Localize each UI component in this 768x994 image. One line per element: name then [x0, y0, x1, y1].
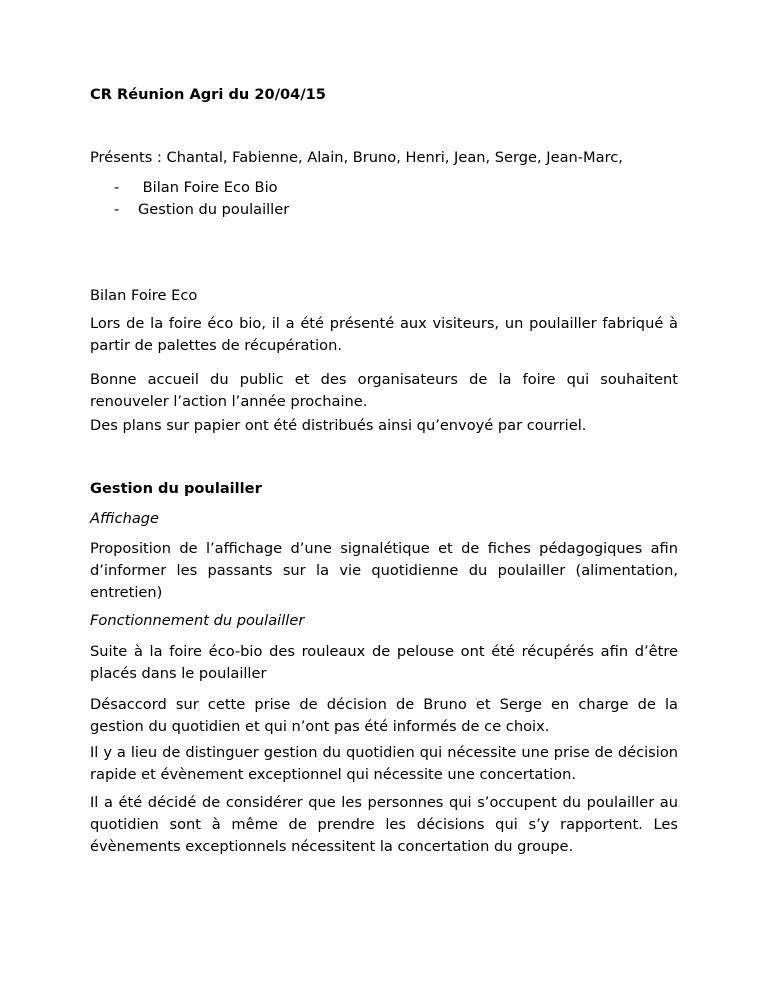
paragraph: Il a été décidé de considérer que les personnes qui s’occupent du poulailler au quotidien sont à même de prendre les décisions qui s’y rapportent. Les évènements exceptionnels nécessitent la concertation du groupe.	[90, 794, 678, 855]
paragraph: Désaccord sur cette prise de décision de Bruno et Serge en charge de la gestion du quotidien et qui n’ont pas été informés de ce choix.	[90, 696, 678, 735]
subheading-affichage: Affichage	[90, 510, 160, 527]
agenda-item	[114, 199, 289, 221]
agenda-item-text: Gestion du poulailler	[138, 201, 290, 218]
subheading-fonctionnement: Fonctionnement du poulailler	[90, 612, 305, 629]
paragraph: Suite à la foire éco-bio des rouleaux de pelouse ont été récupérés afin d’être placés dans le poulailler	[90, 643, 678, 682]
paragraph: Proposition de l’affichage d’une signalétique et de fiches pédagogiques afin d’informer les passants sur la vie quotidienne du poulailler (alimentation, entretien)	[90, 540, 678, 601]
paragraph: Des plans sur papier ont été distribués ainsi qu’envoyé par courriel.	[90, 417, 587, 434]
paragraph: Lors de la foire éco bio, il a été présenté aux visiteurs, un poulailler fabriqué à partir de palettes de récupération.	[90, 315, 678, 354]
paragraph: Il y a lieu de distinguer gestion du quotidien qui nécessite une prise de décision rapide et évènement exceptionnel qui nécessite une concertation.	[90, 744, 678, 783]
paragraph: Bonne accueil du public et des organisateurs de la foire qui souhaitent renouveler l’action l’année prochaine.	[90, 371, 678, 410]
section-heading-gestion: Gestion du poulailler	[90, 480, 262, 497]
bullet-dash: -	[114, 201, 120, 218]
agenda-item	[114, 177, 278, 199]
agenda-item-text: Bilan Foire Eco Bio	[138, 179, 278, 196]
section-heading-bilan: Bilan Foire Eco	[90, 287, 198, 304]
attendees-line: Présents : Chantal, Fabienne, Alain, Bruno, Henri, Jean, Serge, Jean-Marc,	[90, 149, 623, 166]
bullet-dash: -	[114, 179, 120, 196]
document-title: CR Réunion Agri du 20/04/15	[90, 86, 326, 103]
